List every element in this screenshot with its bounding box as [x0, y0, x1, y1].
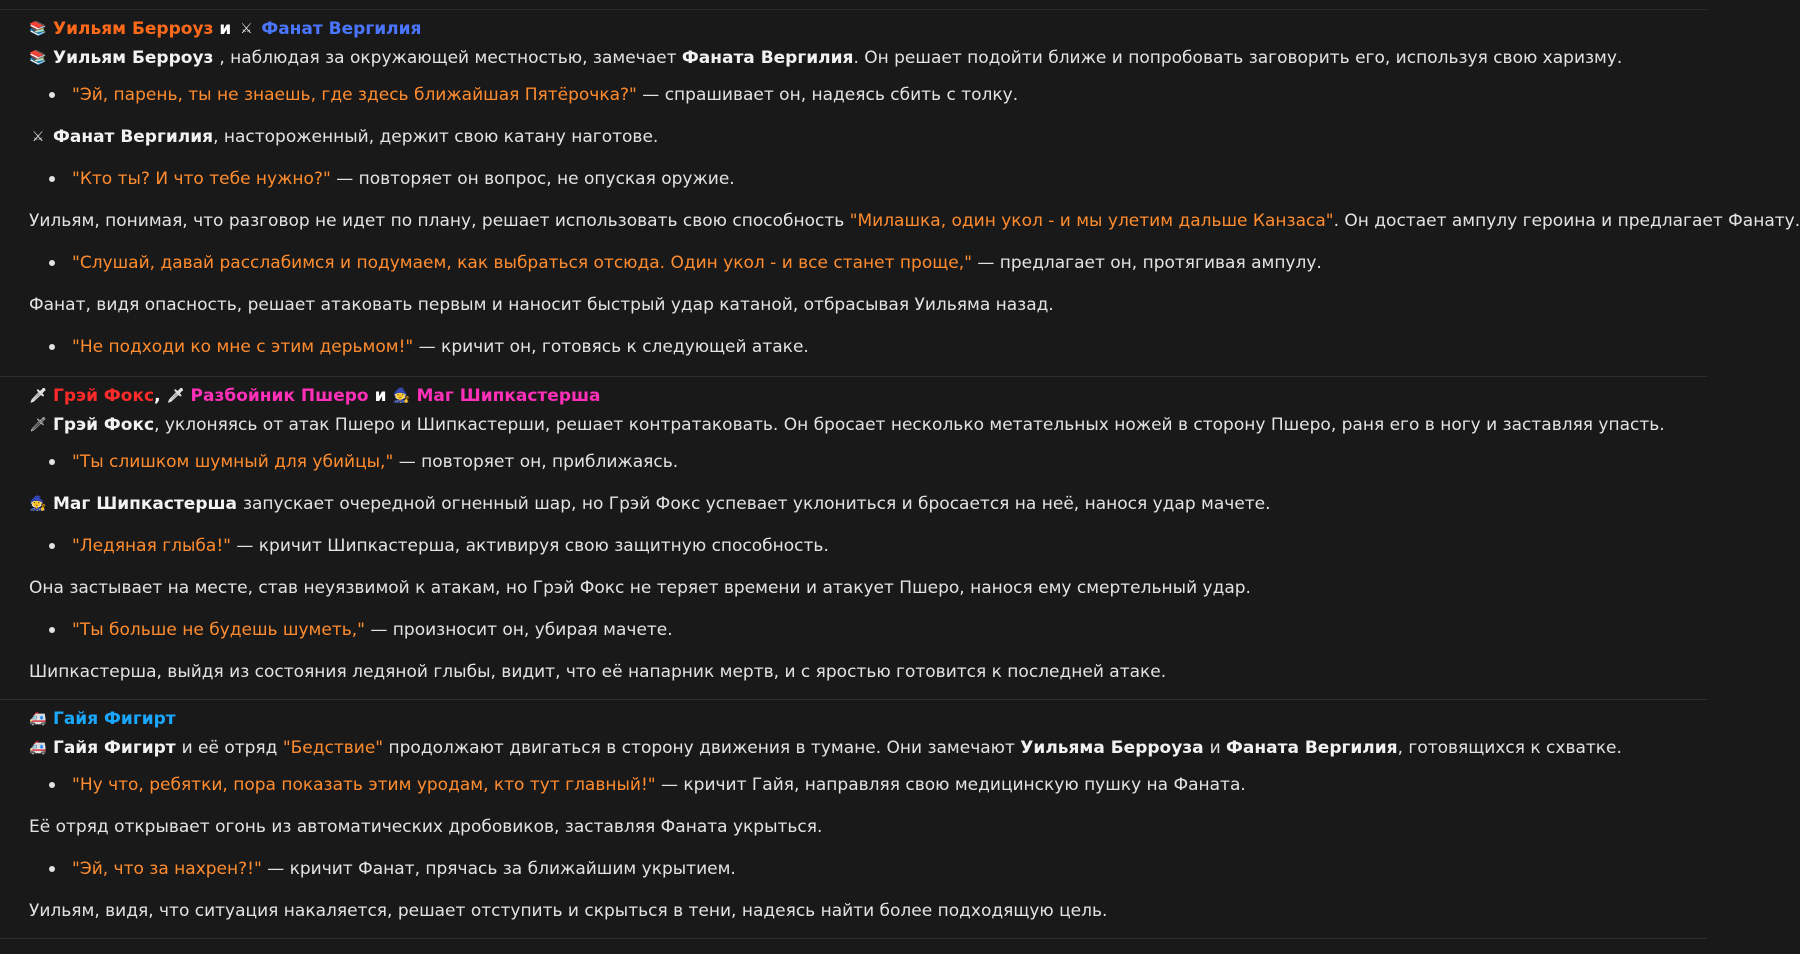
narration-line — [29, 806, 1679, 848]
narration-text: Её отряд открывает огонь из автоматических дробовиков, заставляя Фаната укрыться. — [29, 817, 823, 837]
narration-text: . Он решает подойти ближе и попробовать заговорить его, используя свою харизму. — [853, 48, 1623, 68]
narration-text: , уклоняясь от атак Пшеро и Шипкастерши, решает контратаковать. Он бросает несколько метательных ножей в сторону Пшеро, раня его в ногу и заставляя упасть. — [154, 415, 1665, 435]
dialogue-quote: "Ледяная глыба!" — [72, 536, 231, 556]
narration-line — [29, 651, 1679, 693]
character-name-gaia: Гайя Фигирт — [53, 709, 176, 729]
conjunction: и — [374, 386, 387, 406]
character-name-fan: Фанат Вергилия — [261, 19, 422, 39]
dialogue-bullet — [29, 525, 1679, 567]
bold-name: Фаната Вергилия — [681, 48, 854, 68]
character-name-mage: Маг Шипкастерша — [416, 386, 601, 406]
dialogue-bullet — [29, 242, 1679, 284]
narration-text: Уильям, понимая, что разговор не идет по плану, решает использовать свою способность — [29, 211, 845, 231]
ability-quote: "Милашка, один укол - и мы улетим дальше Канзаса" — [849, 211, 1334, 231]
character-name-grey-fox: Грэй Фокс — [53, 386, 155, 406]
books-icon: 📚 — [29, 21, 47, 37]
bold-name: Уильям Берроуз — [53, 48, 214, 68]
top-divider — [0, 0, 1707, 10]
ambulance-icon: 🚑 — [29, 711, 47, 727]
narration-line — [29, 284, 1679, 326]
dialogue-tag: — повторяет он вопрос, не опуская оружие. — [336, 169, 735, 189]
dagger-icon: 🗡 — [29, 417, 47, 433]
bold-name: Фанат Вергилия — [53, 127, 214, 147]
conjunction: и — [219, 19, 232, 39]
squad-name-quote: "Бедствие" — [282, 738, 384, 758]
dialogue-quote: "Ты слишком шумный для убийцы," — [72, 452, 394, 472]
comma: , — [154, 386, 161, 406]
narration-line — [29, 42, 1679, 74]
narration-text: продолжают двигаться в сторону движения в тумане. Они замечают — [388, 738, 1015, 758]
narration-line — [29, 732, 1679, 764]
dialogue-tag: — кричит Шипкастерша, активируя свою защитную способность. — [236, 536, 829, 556]
story-section-william-fan — [0, 10, 1800, 377]
dialogue-bullet — [29, 74, 1679, 116]
narration-text: , наблюдая за окружающей местностью, замечает — [219, 48, 677, 68]
dialogue-quote: "Ну что, ребятки, пора показать этим уродам, кто тут главный!" — [72, 775, 656, 795]
dialogue-bullet — [29, 848, 1679, 890]
narration-text: . Он достает ампулу героина и предлагает Фанату. — [1333, 211, 1800, 231]
crossed-swords-icon: ⚔ — [31, 129, 45, 145]
section-header — [29, 16, 1679, 42]
dialogue-tag: — спрашивает он, надеясь сбить с толку. — [642, 85, 1019, 105]
story-section-gaia — [0, 700, 1707, 939]
books-icon: 📚 — [29, 50, 47, 66]
dialogue-tag: — произносит он, убирая мачете. — [370, 620, 673, 640]
section-header — [29, 383, 1679, 409]
dialogue-quote: "Не подходи ко мне с этим дерьмом!" — [72, 337, 414, 357]
dialogue-tag: — повторяет он, приближаясь. — [398, 452, 679, 472]
narration-line — [29, 409, 1679, 441]
character-name-william: Уильям Берроуз — [53, 19, 214, 39]
narration-text: Уильям, видя, что ситуация накаляется, решает отступить и скрыться в тени, надеясь найти более подходящую цель. — [29, 901, 1108, 921]
dagger-icon: 🗡 — [29, 388, 47, 404]
narration-line — [29, 200, 1800, 242]
narration-line — [29, 116, 1679, 158]
section-header — [29, 706, 1679, 732]
dialogue-quote: "Кто ты? И что тебе нужно?" — [72, 169, 331, 189]
narration-line — [29, 567, 1679, 609]
dialogue-tag: — кричит он, готовясь к следующей атаке. — [418, 337, 809, 357]
narration-text: Она застывает на месте, став неуязвимой к атакам, но Грэй Фокс не теряет времени и атакует Пшеро, нанося ему смертельный удар. — [29, 578, 1251, 598]
mage-icon: 🧙 — [29, 496, 47, 512]
narration-line — [29, 890, 1679, 932]
character-name-pshero: Разбойник Пшеро — [190, 386, 369, 406]
dagger-icon: 🗡 — [166, 388, 185, 404]
dialogue-bullet — [29, 609, 1679, 651]
dialogue-bullet — [29, 158, 1679, 200]
narration-text: Фанат, видя опасность, решает атаковать первым и наносит быстрый удар катаной, отбрасывая Уильяма назад. — [29, 295, 1054, 315]
dialogue-bullet — [29, 326, 1679, 368]
story-section-grey-fox — [0, 377, 1707, 700]
dialogue-bullet — [29, 764, 1679, 806]
narration-text: и её отряд — [181, 738, 278, 758]
mage-icon: 🧙 — [392, 388, 411, 404]
dialogue-tag: — кричит Гайя, направляя свою медицинскую пушку на Фаната. — [661, 775, 1246, 795]
narration-line — [29, 483, 1679, 525]
narration-text: , настороженный, держит свою катану наготове. — [213, 127, 659, 147]
dialogue-tag: — предлагает он, протягивая ампулу. — [977, 253, 1322, 273]
ambulance-icon: 🚑 — [29, 740, 47, 756]
narration-text: , готовящихся к схватке. — [1397, 738, 1622, 758]
narration-text: и — [1209, 738, 1221, 758]
narration-text: запускает очередной огненный шар, но Грэй Фокс успевает уклониться и бросается на неё, нанося удар мачете. — [242, 494, 1271, 514]
dialogue-quote: "Эй, что за нахрен?!" — [72, 859, 262, 879]
dialogue-quote: "Ты больше не будешь шуметь," — [72, 620, 365, 640]
dialogue-quote: "Слушай, давай расслабимся и подумаем, как выбраться отсюда. Один укол - и все станет проще," — [72, 253, 972, 273]
bold-name: Маг Шипкастерша — [53, 494, 238, 514]
bold-name: Уильяма Берроуза — [1020, 738, 1204, 758]
dialogue-bullet — [29, 441, 1679, 483]
crossed-swords-icon: ⚔ — [240, 21, 253, 37]
bold-name: Грэй Фокс — [53, 415, 155, 435]
bold-name: Фаната Вергилия — [1226, 738, 1398, 758]
narration-text: Шипкастерша, выйдя из состояния ледяной глыбы, видит, что её напарник мертв, и с яростью готовится к последней атаке. — [29, 662, 1167, 682]
dialogue-tag: — кричит Фанат, прячась за ближайшим укрытием. — [267, 859, 736, 879]
dialogue-quote: "Эй, парень, ты не знаешь, где здесь ближайшая Пятёрочка?" — [72, 85, 637, 105]
bold-name: Гайя Фигирт — [53, 738, 176, 758]
